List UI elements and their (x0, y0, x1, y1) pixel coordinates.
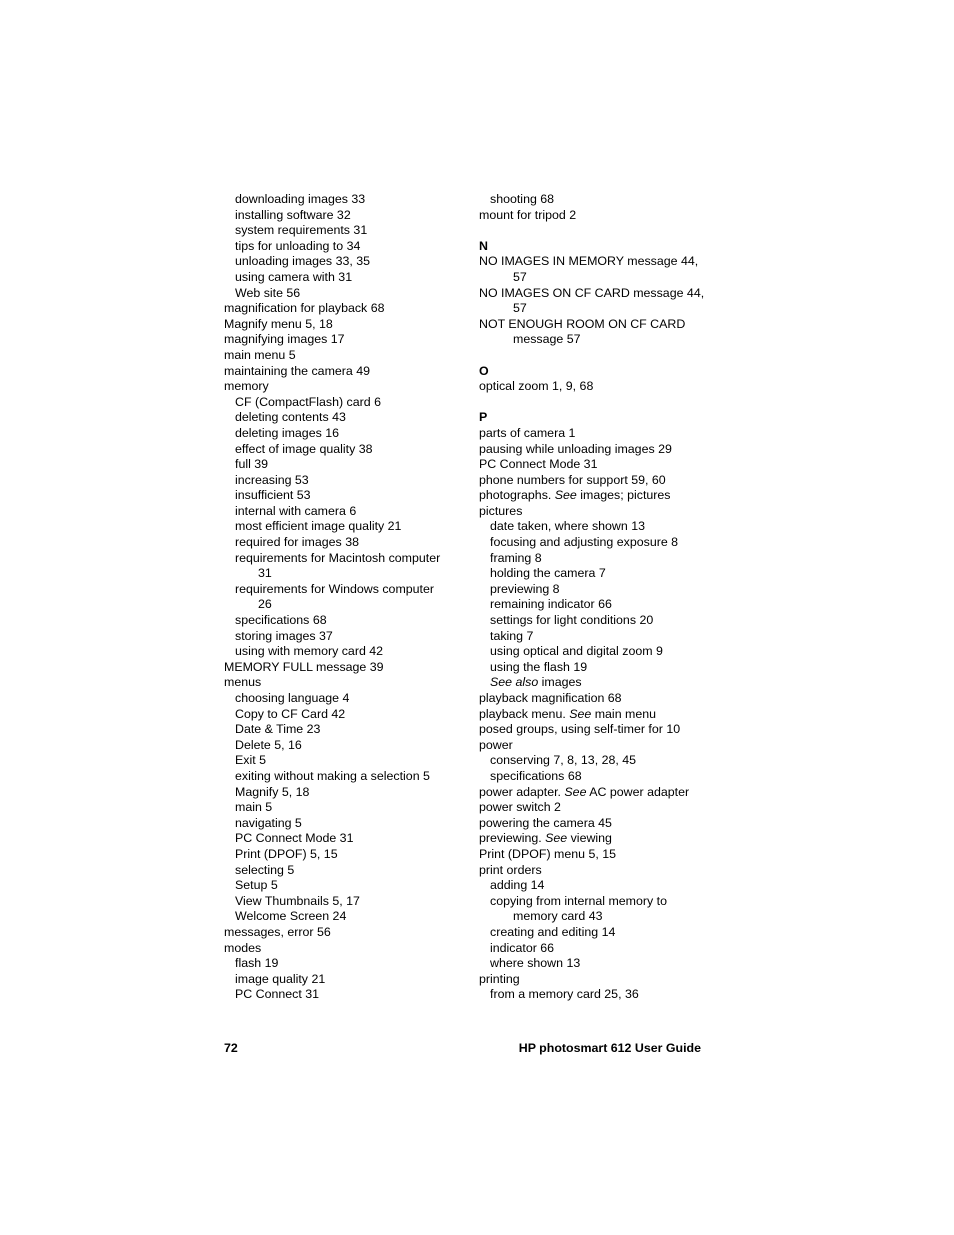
index-continuation: memory card 43 (513, 909, 603, 924)
index-subentry: effect of image quality 38 (235, 441, 373, 456)
index-subentry: PC Connect Mode 31 (235, 831, 354, 846)
index-entry: magnifying images 17 (224, 332, 345, 347)
index-entry: pausing while unloading images 29 (479, 441, 672, 456)
index-entry (479, 488, 714, 504)
index-entry: printing (479, 971, 520, 986)
index-entry: optical zoom 1, 9, 68 (479, 379, 594, 394)
index-entry: power (479, 737, 513, 752)
index-entry: NOT ENOUGH ROOM ON CF CARD (479, 316, 686, 331)
index-entry: messages, error 56 (224, 924, 331, 939)
index-letter-heading: N (479, 238, 488, 253)
index-entry: NO IMAGES IN MEMORY message 44, (479, 254, 699, 269)
index-entry-text: images (538, 675, 582, 690)
index-subentry: insufficient 53 (235, 488, 311, 503)
index-subentry: deleting contents 43 (235, 410, 346, 425)
cross-reference-see: See (564, 784, 587, 799)
index-subentry: conserving 7, 8, 13, 28, 45 (490, 753, 637, 768)
index-entry-text: previewing. (479, 831, 546, 846)
index-entry: phone numbers for support 59, 60 (479, 472, 666, 487)
index-subentry: settings for light conditions 20 (490, 613, 654, 628)
page-number: 72 (224, 1041, 238, 1055)
section-gap (479, 395, 714, 411)
index-entry-text: playback menu. (479, 706, 570, 721)
index-entry-text: viewing (567, 831, 612, 846)
index-entry: parts of camera 1 (479, 425, 576, 440)
index-subentry: where shown 13 (490, 956, 581, 971)
index-subentry: tips for unloading to 34 (235, 238, 361, 253)
index-subentry: increasing 53 (235, 472, 309, 487)
index-subentry: choosing language 4 (235, 691, 350, 705)
index-entry: magnification for playback 68 (224, 301, 385, 316)
index-subentry: main 5 (235, 800, 273, 815)
index-subentry: exiting without making a selection 5 (235, 768, 430, 783)
index-subentry: framing 8 (490, 550, 542, 565)
index-continuation: message 57 (513, 332, 581, 347)
index-subentry: using with memory card 42 (235, 644, 384, 659)
index-subentry (479, 675, 714, 691)
index-subentry: creating and editing 14 (490, 924, 616, 939)
index-subentry: PC Connect 31 (235, 987, 320, 1002)
index-entry: memory (224, 379, 269, 394)
index-subentry: unloading images 33, 35 (235, 254, 371, 269)
index-subentry: previewing 8 (490, 581, 560, 596)
index-subentry: requirements for Macintosh computer (235, 550, 441, 565)
guide-title: HP photosmart 612 User Guide (518, 1041, 701, 1055)
index-subentry: Date & Time 23 (235, 722, 321, 737)
index-entry: Magnify menu 5, 18 (224, 316, 333, 331)
index-continuation: 57 (513, 269, 527, 284)
index-subentry: image quality 21 (235, 971, 326, 986)
section-gap (479, 348, 714, 364)
index-subentry: using optical and digital zoom 9 (490, 644, 663, 659)
index-entry: Print (DPOF) menu 5, 15 (479, 846, 617, 861)
index-subentry: navigating 5 (235, 815, 302, 830)
index-entry: mount for tripod 2 (479, 207, 577, 222)
index-subentry: using the flash 19 (490, 659, 588, 674)
index-continuation: 31 (258, 566, 272, 581)
index-subentry: system requirements 31 (235, 223, 368, 238)
index-subentry: requirements for Windows computer (235, 581, 435, 596)
index-continuation: 26 (258, 597, 272, 612)
index-subentry: selecting 5 (235, 862, 295, 877)
cross-reference-see: See (545, 831, 568, 846)
index-subentry: Setup 5 (235, 878, 278, 893)
index-entry (479, 831, 714, 847)
index-entry: menus (224, 675, 262, 690)
index-entry: playback magnification 68 (479, 691, 622, 705)
index-subentry: Magnify 5, 18 (235, 784, 310, 799)
index-subentry: Copy to CF Card 42 (235, 706, 346, 721)
index-entry: MEMORY FULL message 39 (224, 659, 384, 674)
index-column-right (479, 192, 714, 1003)
index-letter-heading: O (479, 363, 489, 378)
index-subentry: holding the camera 7 (490, 566, 606, 581)
index-subentry: required for images 38 (235, 535, 359, 550)
section-gap (479, 223, 714, 239)
index-column-left (224, 192, 454, 1003)
index-subentry: Web site 56 (235, 285, 301, 300)
cross-reference-see: See also (490, 675, 539, 690)
index-subentry: from a memory card 25, 36 (490, 987, 639, 1002)
cross-reference-see: See (554, 488, 577, 503)
index-subentry: internal with camera 6 (235, 503, 357, 518)
index-entry: pictures (479, 503, 523, 518)
index-subentry: focusing and adjusting exposure 8 (490, 535, 679, 550)
index-entry: power switch 2 (479, 800, 561, 815)
index-subentry: full 39 (235, 457, 269, 472)
index-subentry: specifications 68 (235, 613, 327, 628)
index-subentry: Exit 5 (235, 753, 266, 768)
index-subentry: CF (CompactFlash) card 6 (235, 394, 381, 409)
index-entry: main menu 5 (224, 347, 296, 362)
index-entry (479, 785, 714, 801)
index-entry: NO IMAGES ON CF CARD message 44, (479, 285, 705, 300)
index-subentry: storing images 37 (235, 628, 333, 643)
index-subentry: Delete 5, 16 (235, 737, 302, 752)
index-entry: modes (224, 940, 262, 955)
index-subentry: flash 19 (235, 956, 279, 971)
index-entry: posed groups, using self-timer for 10 (479, 722, 681, 737)
index-entry: print orders (479, 862, 542, 877)
index-continuation: 57 (513, 301, 527, 316)
index-subentry: Welcome Screen 24 (235, 909, 347, 924)
index-subentry: shooting 68 (490, 192, 555, 206)
index-subentry: deleting images 16 (235, 425, 340, 440)
index-subentry: specifications 68 (490, 768, 582, 783)
index-subentry: View Thumbnails 5, 17 (235, 893, 360, 908)
index-subentry: installing software 32 (235, 207, 351, 222)
cross-reference-see: See (569, 706, 592, 721)
index-entry: PC Connect Mode 31 (479, 457, 598, 472)
index-entry-text: images; pictures (576, 488, 671, 503)
index-entry: maintaining the camera 49 (224, 363, 371, 378)
index-letter-heading: P (479, 410, 488, 425)
index-subentry: indicator 66 (490, 940, 555, 955)
index-entry-text: photographs. (479, 488, 555, 503)
index-entry-text: power adapter. (479, 784, 565, 799)
index-subentry: taking 7 (490, 628, 534, 643)
index-entry-text: main menu (591, 706, 657, 721)
index-subentry: copying from internal memory to (490, 893, 667, 908)
index-subentry: using camera with 31 (235, 269, 353, 284)
index-subentry: date taken, where shown 13 (490, 519, 645, 534)
index-subentry: remaining indicator 66 (490, 597, 612, 612)
index-subentry: Print (DPOF) 5, 15 (235, 846, 338, 861)
index-entry: powering the camera 45 (479, 815, 612, 830)
index-entry (479, 707, 714, 723)
index-subentry: downloading images 33 (235, 192, 366, 206)
index-subentry: adding 14 (490, 878, 545, 893)
index-entry-text: AC power adapter (586, 784, 690, 799)
index-subentry: most efficient image quality 21 (235, 519, 402, 534)
